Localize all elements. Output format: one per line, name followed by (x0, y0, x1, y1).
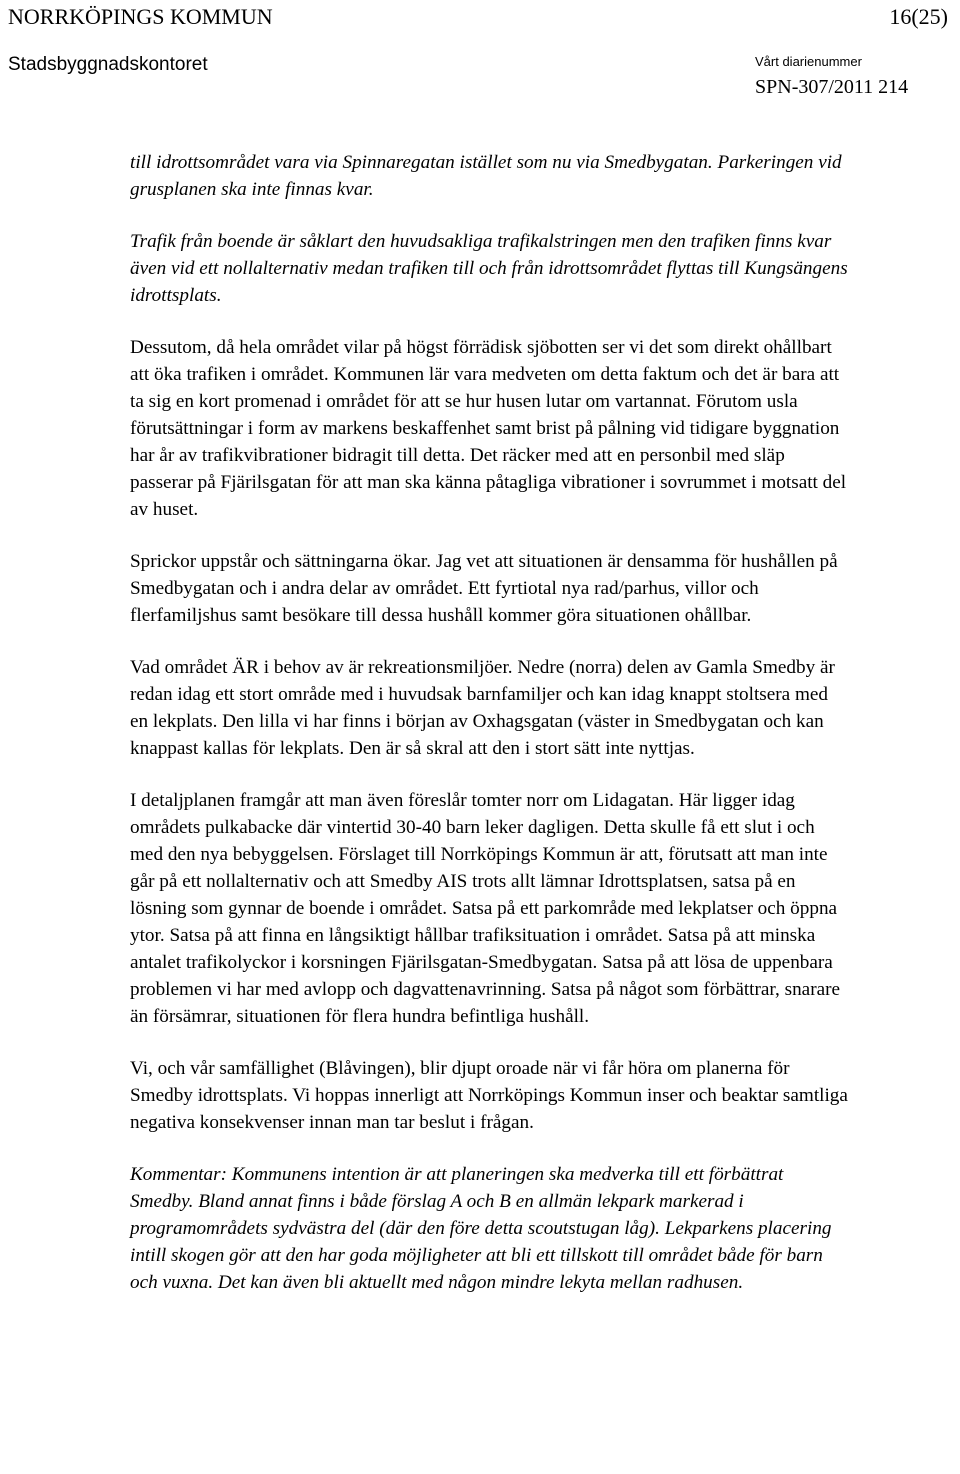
paragraph-4: Sprickor uppstår och sättningarna ökar. Jag vet att situationen är densamma för hushållen på Smedbygatan och i andra delar av området. Ett fyrtiotal nya rad/parhus, villor och flerfamiljshus samt besökare till dessa hushåll kommer göra situationen ohållbar. (130, 551, 838, 626)
department-name: Stadsbyggnadskontoret (8, 54, 208, 75)
paragraph-2: Trafik från boende är såklart den huvudsakliga trafikalstringen men den trafiken finns kvar även vid ett nollalternativ medan trafiken till och från idrottsområdet flyttas till Kungsängens idrottsplats. (130, 231, 848, 306)
reference-label: Vårt diarienummer (755, 54, 862, 69)
organization-name: NORRKÖPINGS KOMMUN (8, 4, 273, 29)
paragraph-3: Dessutom, då hela området vilar på högst förrädisk sjöbotten ser vi det som direkt ohållbart att öka trafiken i området. Kommunen lär vara medveten om detta faktum och det är bara att ta sig en kort promenad i området för att se hur husen lutar om vartannat. Förutom usla förutsättningar i form av markens beskaffenhet samt brist på pålning vid tidigare byggnation har år av trafikvibrationer bidragit till detta. Det räcker med att en personbil med släp passerar på Fjärilsgatan för att man ska känna påtagliga vibrationer i sovrummet i motsatt del av huset. (130, 337, 847, 520)
reference-number: SPN-307/2011 214 (755, 76, 909, 98)
page-number: 16(25) (889, 4, 948, 29)
paragraph-7: Vi, och vår samfällighet (Blåvingen), blir djupt oroade när vi får höra om planerna för Smedby idrottsplats. Vi hoppas innerligt att Norrköpings Kommun inser och beaktar samtliga negativa konsekvenser innan man tar beslut i frågan. (130, 1058, 848, 1133)
document-body (130, 149, 850, 1321)
comment-paragraph: Kommentar: Kommunens intention är att planeringen ska medverka till ett förbättrat Smedby. Bland annat finns i både förslag A och B en allmän lekpark markerad i programområdets sydvästra del (där den före detta scoutstugan låg). Lekparkens placering intill skogen gör att den har goda möjligheter att bli ett tillskott till området både för barn och vuxna. Det kan även bli aktuellt med någon mindre lekyta mellan radhusen. (130, 1164, 832, 1293)
paragraph-1: till idrottsområdet vara via Spinnaregatan istället som nu via Smedbygatan. Parkeringen vid grusplanen ska inte finnas kvar. (130, 152, 842, 200)
paragraph-6: I detaljplanen framgår att man även föreslår tomter norr om Lidagatan. Här ligger idag områdets pulkabacke där vintertid 30-40 barn leker dagligen. Detta skulle få ett slut i och med den nya bebyggelsen. Förslaget till Norrköpings Kommun är att, förutsatt att man inte går på ett nollalternativ och att Smedby AIS trots allt lämnar Idrottsplatsen, satsa på en lösning som gynnar de boende i området. Satsa på ett parkområde med lekplatser och öppna ytor. Satsa på att finna en långsiktigt hållbar trafiksituation i området. Satsa på att minska antalet trafikolyckor i korsningen Fjärilsgatan-Smedbygatan. Satsa på att lösa de uppenbara problemen vi har med avlopp och dagvattenavrinning. Satsa på något som förbättrar, snarare än försämrar, situationen för flera hundra befintliga hushåll. (130, 790, 841, 1027)
paragraph-5: Vad området ÄR i behov av är rekreationsmiljöer. Nedre (norra) delen av Gamla Smedby är redan idag ett stort område med i huvudsak barnfamiljer och kan idag knappt stoltsera med en lekplats. Den lilla vi har finns i början av Oxhagsgatan (väster in Smedbygatan och kan knappast kallas för lekplats. Den är så skral att den i stort sätt inte nyttjas. (130, 657, 835, 759)
page-subheader (8, 52, 952, 102)
page-header (8, 2, 952, 32)
